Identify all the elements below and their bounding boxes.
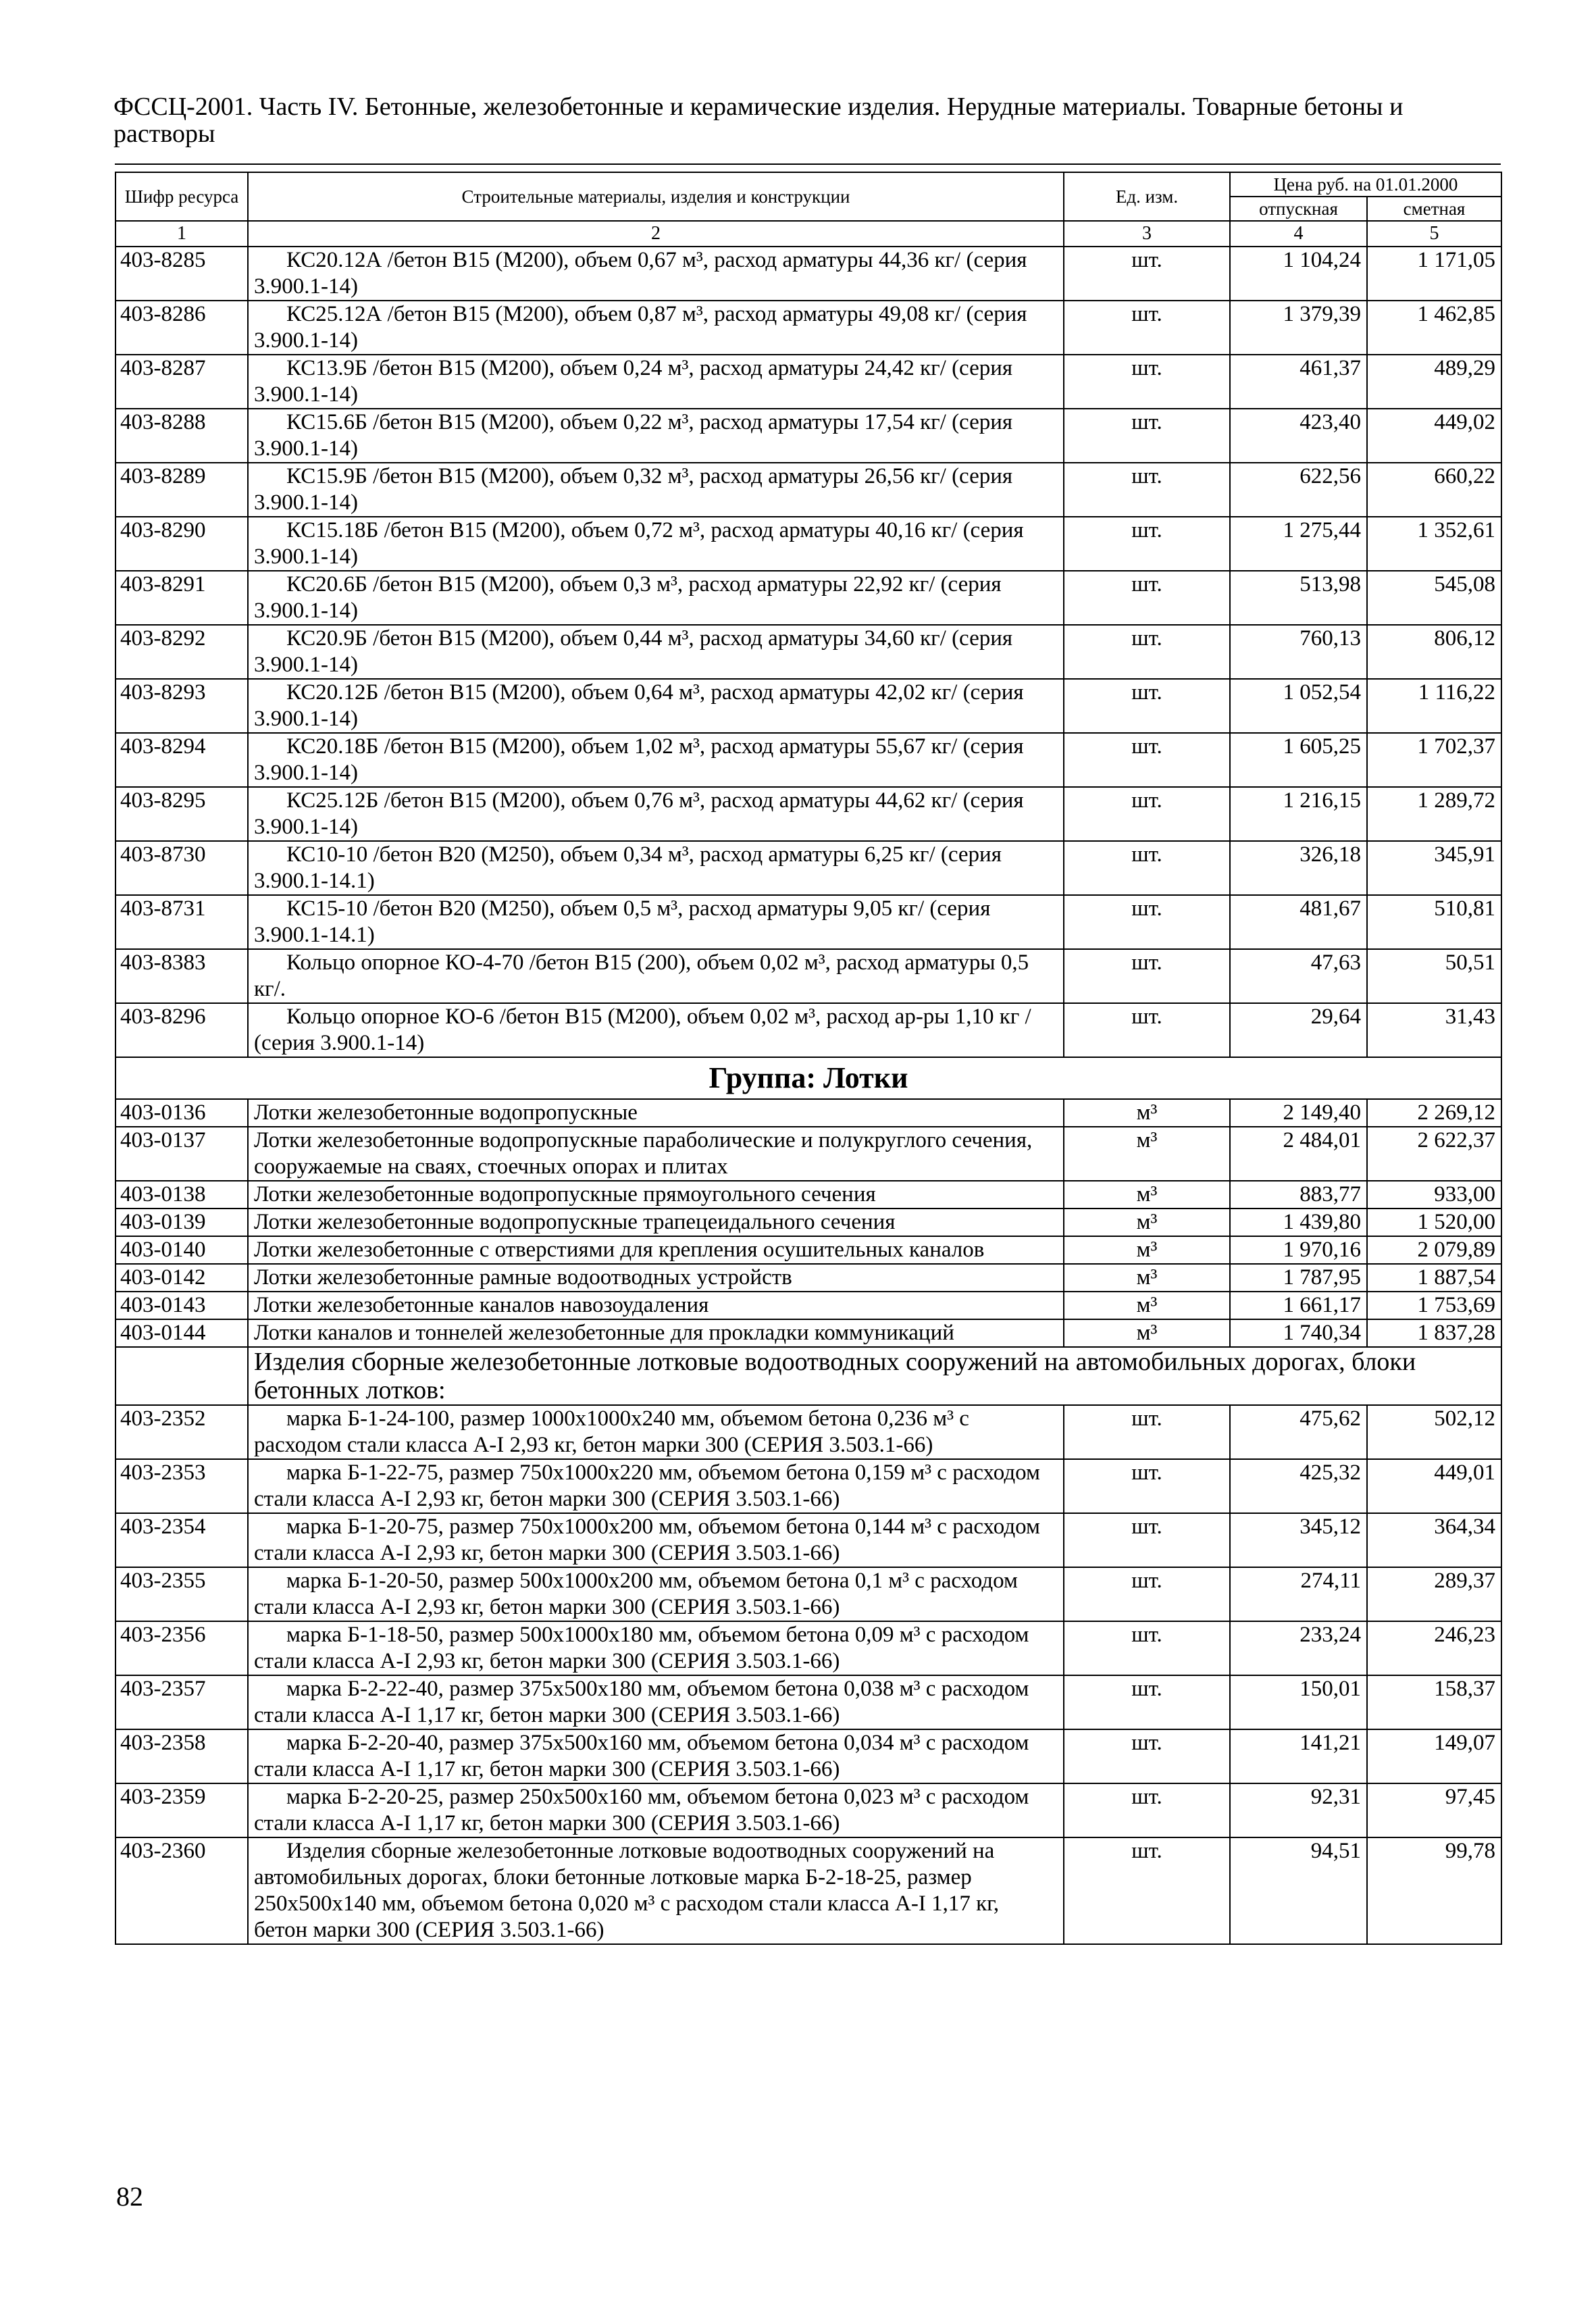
price-estimate-cell: 510,81 [1367,895,1501,949]
price-release-cell: 425,32 [1230,1459,1367,1513]
resource-code-cell: 403-8731 [115,895,248,949]
price-estimate-cell: 449,02 [1367,409,1501,463]
resource-code-cell: 403-2353 [115,1459,248,1513]
unit-cell: м³ [1064,1099,1230,1127]
price-estimate-cell: 806,12 [1367,625,1501,679]
column-header-price-group: Цена руб. на 01.01.2000 [1230,172,1501,197]
unit-cell: шт. [1064,679,1230,733]
price-estimate-cell: 1 171,05 [1367,247,1501,301]
unit-cell: шт. [1064,517,1230,571]
price-release-cell: 1 275,44 [1230,517,1367,571]
resource-code-cell: 403-8730 [115,841,248,895]
material-name-cell [248,247,1064,301]
material-name-cell [248,1621,1064,1675]
material-name-cell: Лотки каналов и тоннелей железобетонные для прокладки коммуникаций [248,1319,1064,1347]
table-row [115,1292,1501,1319]
unit-cell: шт. [1064,733,1230,787]
material-name-text: КС10-10 /бетон В20 (М250), объем 0,34 м³, расход арматуры 6,25 кг/ (серия 3.900.1-14.1) [254,842,1002,893]
material-name-cell: Лотки железобетонные водопропускные [248,1099,1064,1127]
material-name-text: марка Б-1-20-75, размер 750х1000х200 мм, объемом бетона 0,144 м³ с расходом стали класса А-I 2,93 кг, бетон марки 300 (СЕРИЯ 3.503.1-66) [254,1515,1040,1565]
material-name-cell: Лотки железобетонные водопропускные параболические и полукруглого сечения, сооружаемые на сваях, стоечных опорах и плитах [248,1127,1064,1181]
material-name-cell [248,1405,1064,1459]
price-estimate-cell: 933,00 [1367,1181,1501,1209]
column-header-code: Шифр ресурса [115,172,248,221]
resource-code-cell: 403-0139 [115,1209,248,1236]
material-name-cell [248,1567,1064,1621]
material-name-cell [248,571,1064,625]
price-release-cell: 622,56 [1230,463,1367,517]
price-release-cell: 1 379,39 [1230,301,1367,355]
price-estimate-cell: 2 622,37 [1367,1127,1501,1181]
unit-cell: шт. [1064,1621,1230,1675]
table-row [115,1236,1501,1264]
price-release-cell: 760,13 [1230,625,1367,679]
resource-code-cell: 403-2355 [115,1567,248,1621]
material-name-text: КС13.9Б /бетон В15 (М200), объем 0,24 м³, расход арматуры 24,42 кг/ (серия 3.900.1-14) [254,356,1013,407]
resource-code-cell: 403-8294 [115,733,248,787]
table-row [115,1567,1501,1621]
price-estimate-cell: 97,45 [1367,1783,1501,1837]
material-name-text: марка Б-1-24-100, размер 1000х1000х240 мм, объемом бетона 0,236 м³ с расходом стали класса А-I 2,93 кг, бетон марки 300 (СЕРИЯ 3.503.1-66) [254,1406,969,1457]
resource-code-cell: 403-2358 [115,1729,248,1783]
unit-cell: м³ [1064,1319,1230,1347]
price-release-cell: 92,31 [1230,1783,1367,1837]
material-name-cell [248,1729,1064,1783]
resource-code-cell: 403-0142 [115,1264,248,1292]
material-name-cell [248,1675,1064,1729]
price-estimate-cell: 1 352,61 [1367,517,1501,571]
price-release-cell: 481,67 [1230,895,1367,949]
group-title: Группа: Лотки [115,1057,1501,1099]
subsection-code-cell [115,1347,248,1405]
table-row [115,1783,1501,1837]
material-name-cell [248,625,1064,679]
price-release-cell: 150,01 [1230,1675,1367,1729]
material-name-text: КС15.6Б /бетон В15 (М200), объем 0,22 м³, расход арматуры 17,54 кг/ (серия 3.900.1-14) [254,410,1013,461]
resource-code-cell: 403-0136 [115,1099,248,1127]
material-name-cell [248,841,1064,895]
table-row [115,1837,1501,1944]
material-name-text: марка Б-1-22-75, размер 750х1000х220 мм, объемом бетона 0,159 м³ с расходом стали класса А-I 2,93 кг, бетон марки 300 (СЕРИЯ 3.503.1-66) [254,1460,1040,1511]
unit-cell: шт. [1064,1837,1230,1944]
resource-code-cell: 403-8295 [115,787,248,841]
price-release-cell: 2 149,40 [1230,1099,1367,1127]
unit-cell: шт. [1064,1783,1230,1837]
material-name-cell [248,895,1064,949]
unit-cell: шт. [1064,787,1230,841]
price-release-cell: 1 740,34 [1230,1319,1367,1347]
material-name-cell [248,1837,1064,1944]
material-name-cell: Лотки железобетонные рамные водоотводных устройств [248,1264,1064,1292]
table-row [115,1127,1501,1181]
table-row [115,1003,1501,1057]
table-body-block1 [115,247,1501,1057]
table-row [115,409,1501,463]
material-name-text: марка Б-2-20-25, размер 250х500х160 мм, объемом бетона 0,023 м³ с расходом стали класса А-I 1,17 кг, бетон марки 300 (СЕРИЯ 3.503.1-66) [254,1785,1029,1835]
unit-cell: шт. [1064,247,1230,301]
table-row [115,1459,1501,1513]
table-row [115,1319,1501,1347]
table-row [115,301,1501,355]
price-release-cell: 141,21 [1230,1729,1367,1783]
resource-code-cell: 403-8291 [115,571,248,625]
material-name-cell [248,1003,1064,1057]
material-name-cell [248,679,1064,733]
table-row [115,571,1501,625]
subsection-row [115,1347,1501,1405]
material-name-text: марка Б-2-22-40, размер 375х500х180 мм, объемом бетона 0,038 м³ с расходом стали класса А-I 1,17 кг, бетон марки 300 (СЕРИЯ 3.503.1-66) [254,1677,1029,1727]
price-estimate-cell: 31,43 [1367,1003,1501,1057]
price-estimate-cell: 99,78 [1367,1837,1501,1944]
price-release-cell: 326,18 [1230,841,1367,895]
price-release-cell: 1 787,95 [1230,1264,1367,1292]
material-name-text: КС15-10 /бетон В20 (М250), объем 0,5 м³, расход арматуры 9,05 кг/ (серия 3.900.1-14.1) [254,896,991,947]
price-release-cell: 1 439,80 [1230,1209,1367,1236]
unit-cell: шт. [1064,355,1230,409]
price-release-cell: 1 661,17 [1230,1292,1367,1319]
resource-code-cell: 403-0144 [115,1319,248,1347]
material-name-text: КС15.18Б /бетон В15 (М200), объем 0,72 м³, расход арматуры 40,16 кг/ (серия 3.900.1-14) [254,518,1024,569]
price-estimate-cell: 345,91 [1367,841,1501,895]
table-row [115,1729,1501,1783]
price-release-cell: 274,11 [1230,1567,1367,1621]
price-estimate-cell: 1 837,28 [1367,1319,1501,1347]
material-name-cell [248,409,1064,463]
material-name-cell [248,463,1064,517]
price-estimate-cell: 289,37 [1367,1567,1501,1621]
price-estimate-cell: 1 702,37 [1367,733,1501,787]
resource-code-cell: 403-8383 [115,949,248,1003]
price-release-cell: 475,62 [1230,1405,1367,1459]
resource-code-cell: 403-2356 [115,1621,248,1675]
unit-cell: м³ [1064,1292,1230,1319]
price-estimate-cell: 50,51 [1367,949,1501,1003]
price-estimate-cell: 1 520,00 [1367,1209,1501,1236]
table-body-block2 [115,1099,1501,1347]
unit-cell: м³ [1064,1264,1230,1292]
table-row [115,1675,1501,1729]
table-row [115,895,1501,949]
material-name-cell [248,733,1064,787]
price-release-cell: 1 970,16 [1230,1236,1367,1264]
table-row [115,625,1501,679]
material-name-cell [248,355,1064,409]
material-name-cell [248,787,1064,841]
material-name-text: Кольцо опорное КО-6 /бетон В15 (М200), объем 0,02 м³, расход ар-ры 1,10 кг / (серия 3.900.1-14) [254,1005,1031,1055]
material-name-cell [248,1513,1064,1567]
price-release-cell: 94,51 [1230,1837,1367,1944]
price-estimate-cell: 246,23 [1367,1621,1501,1675]
unit-cell: шт. [1064,571,1230,625]
material-name-text: Кольцо опорное КО-4-70 /бетон В15 (200), объем 0,02 м³, расход арматуры 0,5 кг/. [254,950,1029,1001]
price-estimate-cell: 1 753,69 [1367,1292,1501,1319]
price-release-cell: 1 104,24 [1230,247,1367,301]
column-number: 3 [1064,221,1230,247]
price-estimate-cell: 2 269,12 [1367,1099,1501,1127]
resource-code-cell: 403-8287 [115,355,248,409]
subsection [115,1347,1501,1405]
material-name-cell [248,301,1064,355]
price-release-cell: 345,12 [1230,1513,1367,1567]
material-name-cell: Лотки железобетонные с отверстиями для крепления осушительных каналов [248,1236,1064,1264]
material-name-text: КС15.9Б /бетон В15 (М200), объем 0,32 м³, расход арматуры 26,56 кг/ (серия 3.900.1-14) [254,464,1013,515]
unit-cell: м³ [1064,1181,1230,1209]
resource-code-cell: 403-8292 [115,625,248,679]
resource-code-cell: 403-8293 [115,679,248,733]
price-estimate-cell: 489,29 [1367,355,1501,409]
material-name-text: КС25.12А /бетон В15 (М200), объем 0,87 м³, расход арматуры 49,08 кг/ (серия 3.900.1-14) [254,302,1027,353]
price-estimate-cell: 158,37 [1367,1675,1501,1729]
table-body-block3 [115,1405,1501,1944]
material-name-text: КС20.9Б /бетон В15 (М200), объем 0,44 м³, расход арматуры 34,60 кг/ (серия 3.900.1-14) [254,626,1013,677]
material-name-cell: Лотки железобетонные каналов навозоудаления [248,1292,1064,1319]
material-name-cell [248,1459,1064,1513]
table-row [115,1209,1501,1236]
price-release-cell: 883,77 [1230,1181,1367,1209]
column-header-name: Строительные материалы, изделия и конструкции [248,172,1064,221]
column-number: 1 [115,221,248,247]
unit-cell: шт. [1064,409,1230,463]
price-estimate-cell: 660,22 [1367,463,1501,517]
unit-cell: шт. [1064,1729,1230,1783]
resource-code-cell: 403-8288 [115,409,248,463]
material-name-text: КС20.18Б /бетон В15 (М200), объем 1,02 м³, расход арматуры 55,67 кг/ (серия 3.900.1-14) [254,734,1024,785]
unit-cell: шт. [1064,949,1230,1003]
unit-cell: м³ [1064,1209,1230,1236]
price-estimate-cell: 149,07 [1367,1729,1501,1783]
table-row [115,517,1501,571]
price-estimate-cell: 1 116,22 [1367,679,1501,733]
table-row [115,679,1501,733]
column-header-unit: Ед. изм. [1064,172,1230,221]
price-release-cell: 1 605,25 [1230,733,1367,787]
price-release-cell: 47,63 [1230,949,1367,1003]
price-release-cell: 233,24 [1230,1621,1367,1675]
page-number: 82 [116,2181,143,2212]
price-release-cell: 1 052,54 [1230,679,1367,733]
price-release-cell: 29,64 [1230,1003,1367,1057]
price-estimate-cell: 545,08 [1367,571,1501,625]
resource-code-cell: 403-0143 [115,1292,248,1319]
price-release-cell: 2 484,01 [1230,1127,1367,1181]
material-name-text: КС20.12А /бетон В15 (М200), объем 0,67 м³, расход арматуры 44,36 кг/ (серия 3.900.1-14) [254,248,1027,299]
table-row [115,1264,1501,1292]
unit-cell: шт. [1064,1405,1230,1459]
table-row [115,733,1501,787]
table-row [115,1405,1501,1459]
material-name-cell [248,517,1064,571]
table-row [115,247,1501,301]
price-estimate-cell: 1 887,54 [1367,1264,1501,1292]
resource-code-cell: 403-0138 [115,1181,248,1209]
price-estimate-cell: 364,34 [1367,1513,1501,1567]
header-divider [115,163,1501,165]
unit-cell: шт. [1064,1459,1230,1513]
unit-cell: шт. [1064,1675,1230,1729]
material-name-text: марка Б-1-18-50, размер 500х1000х180 мм, объемом бетона 0,09 м³ с расходом стали класса А-I 2,93 кг, бетон марки 300 (СЕРИЯ 3.503.1-66) [254,1623,1029,1673]
price-estimate-cell: 1 289,72 [1367,787,1501,841]
resource-code-cell: 403-2352 [115,1405,248,1459]
material-name-text: КС25.12Б /бетон В15 (М200), объем 0,76 м³, расход арматуры 44,62 кг/ (серия 3.900.1-14) [254,788,1024,839]
table-row [115,949,1501,1003]
unit-cell: шт. [1064,1513,1230,1567]
material-name-text: КС20.6Б /бетон В15 (М200), объем 0,3 м³, расход арматуры 22,92 кг/ (серия 3.900.1-14) [254,572,1002,623]
resource-code-cell: 403-2359 [115,1783,248,1837]
resource-code-cell: 403-0140 [115,1236,248,1264]
subsection-title: Изделия сборные железобетонные лотковые водоотводных сооружений на автомобильных дорогах, блоки бетонных лотков: [248,1347,1501,1405]
resource-code-cell: 403-2357 [115,1675,248,1729]
unit-cell: шт. [1064,1003,1230,1057]
price-estimate-cell: 502,12 [1367,1405,1501,1459]
price-release-cell: 513,98 [1230,571,1367,625]
table-row [115,1099,1501,1127]
unit-cell: шт. [1064,895,1230,949]
material-name-cell: Лотки железобетонные водопропускные прямоугольного сечения [248,1181,1064,1209]
unit-cell: шт. [1064,841,1230,895]
table-row [115,787,1501,841]
material-name-cell [248,1783,1064,1837]
price-estimate-cell: 449,01 [1367,1459,1501,1513]
material-name-cell [248,949,1064,1003]
column-header-price-estimate: сметная [1367,197,1501,221]
unit-cell: шт. [1064,463,1230,517]
column-number: 2 [248,221,1064,247]
resource-code-cell: 403-8286 [115,301,248,355]
price-estimate-cell: 1 462,85 [1367,301,1501,355]
unit-cell: м³ [1064,1236,1230,1264]
material-name-text: марка Б-1-20-50, размер 500х1000х200 мм, объемом бетона 0,1 м³ с расходом стали класса А-I 2,93 кг, бетон марки 300 (СЕРИЯ 3.503.1-66) [254,1569,1018,1619]
resource-code-cell: 403-8296 [115,1003,248,1057]
price-estimate-cell: 2 079,89 [1367,1236,1501,1264]
material-name-cell: Лотки железобетонные водопропускные трапецеидального сечения [248,1209,1064,1236]
resource-code-cell: 403-8285 [115,247,248,301]
unit-cell: шт. [1064,1567,1230,1621]
unit-cell: шт. [1064,625,1230,679]
table-row [115,1621,1501,1675]
unit-cell: шт. [1064,301,1230,355]
resource-code-cell: 403-2354 [115,1513,248,1567]
unit-cell: м³ [1064,1127,1230,1181]
material-name-text: марка Б-2-20-40, размер 375х500х160 мм, объемом бетона 0,034 м³ с расходом стали класса А-I 1,17 кг, бетон марки 300 (СЕРИЯ 3.503.1-66) [254,1731,1029,1781]
group-row [115,1057,1501,1099]
group-section [115,1057,1501,1099]
resource-code-cell: 403-8290 [115,517,248,571]
table-row [115,841,1501,895]
price-table [115,172,1502,1945]
price-release-cell: 1 216,15 [1230,787,1367,841]
column-header-price-release: отпускная [1230,197,1367,221]
table-row [115,355,1501,409]
page-title: ФССЦ-2001. Часть IV. Бетонные, железобетонные и керамические изделия. Нерудные материалы. Товарные бетоны и растворы [113,93,1404,148]
table-row [115,463,1501,517]
column-number: 5 [1367,221,1501,247]
price-release-cell: 461,37 [1230,355,1367,409]
resource-code-cell: 403-8289 [115,463,248,517]
material-name-text: Изделия сборные железобетонные лотковые водоотводных сооружений на автомобильных дорогах, блоки бетонные лотковые марка Б-2-18-25, размер 250х500х140 мм, объемом бетона 0,020 м³ с расходом стали класса А-I 1,17 кг, бетон марки 300 (СЕРИЯ 3.503.1-66) [254,1839,1000,1942]
material-name-text: КС20.12Б /бетон В15 (М200), объем 0,64 м³, расход арматуры 42,02 кг/ (серия 3.900.1-14) [254,680,1024,731]
table-row [115,1513,1501,1567]
column-number: 4 [1230,221,1367,247]
table-row [115,1181,1501,1209]
resource-code-cell: 403-2360 [115,1837,248,1944]
resource-code-cell: 403-0137 [115,1127,248,1181]
price-release-cell: 423,40 [1230,409,1367,463]
